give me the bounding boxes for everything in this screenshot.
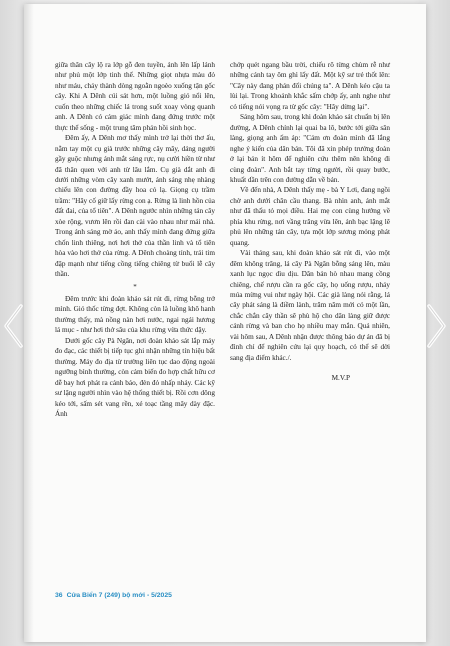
section-separator: * <box>133 282 137 291</box>
paragraph: chớp quét ngang bầu trời, chiếu rõ từng chùm rễ như những cánh tay ôm ghì lấy đất. Một kỹ sư trẻ thốt lên: "Cây này đang phản đối chúng ta". A Dênh kéo cậu ta lùi lại. Trong khoảnh khắc sấm chớp ấy, anh nghe như có tiếng nói vọng ra từ gốc cây: "Hãy dừng lại". <box>230 61 390 111</box>
chevron-left-icon <box>2 303 24 349</box>
next-page-button[interactable] <box>420 296 450 356</box>
paragraph: giữa thân cây lộ ra lớp gỗ đen tuyền, ánh lên lấp lánh như phủ một lớp tinh thể. Những giọt nhựa màu đỏ như máu, chảy thành dòng ngoằn ngoèo xuống tận gốc cây. Khi A Dênh cúi sát hơn, một luồng gió nổi lên, cuốn theo những chiếc lá trong suốt xoay vòng quanh anh. A Dênh có cảm giác mình đang đứng trước một thực thể sống - một trung tâm phản hồi sinh học. <box>55 61 215 132</box>
left-column <box>55 60 215 419</box>
previous-page-button[interactable] <box>0 296 30 356</box>
paragraph: Sáng hôm sau, trong khi đoàn khảo sát chuẩn bị lên đường, A Dênh chính lại quai ba lô, bước tới giữa sân làng, giọng anh ấm áp: "Cảm ơn đoàn mình đã lắng nghe ý kiến của dân bản. Tôi đã xin phép trưởng đoàn ở lại bản ít hôm để nghiên cứu thêm nên không đi cùng đoàn". Anh bắt tay từng người, rồi quay bước, khuất dần trên con đường dẫn về bản. <box>230 113 390 184</box>
page-number: 36 <box>55 592 63 599</box>
page-footer <box>55 592 172 599</box>
paragraph: Đêm ấy, A Dênh mơ thấy mình trở lại thời thơ ấu, nằm tay một cụ già trước những cây mây, dáng người gầy guộc nhưng ánh mắt sáng rực, nụ cười hiền từ như đã thân quen với anh từ lâu lắm. Cụ già dắt anh đi dưới những vòm cây xanh mướt, ánh sáng nhẹ nhàng chiếu lên con đường đầy hoa cỏ lạ. Giọng cụ trầm trầm: "Hãy cố giữ lấy rừng con ạ. Rừng là linh hồn của đất đai, của tổ tiên". A Dênh ngước nhìn những tán cây xòe rộng, vươn lên rồi đan cài vào nhau như mái nhà. Trong ánh sáng mờ ảo, anh thấy mình đang đứng giữa chốn linh thiêng, nơi hơi thở của thần linh và tổ tiên hòa vào hơi thở của rừng. A Dênh choàng tỉnh, trái tim đập mạnh như tiếng cồng tiếng chiêng từ buổi lễ cây thần. <box>55 134 215 279</box>
magazine-page <box>24 4 426 642</box>
paragraph: Dưới gốc cây Pà Ngăn, nơi đoàn khảo sát lắp máy đo đạc, các thiết bị tiếp tục ghi nhận những tín hiệu bất thường. Máy đo địa từ trường liên tục dao động ngoài ngưỡng bình thường, còn cảm biến đo hợp chất hữu cơ dễ bay hơi phát ra cảnh báo, đèn đỏ nhấp nháy. Các kỹ sư lặng người nhìn vào hệ thống thiết bị. Rồi cơn dông kéo tới, sấm sét vang rền, xé toạc tầng mây dày đặc. Ánh <box>55 336 215 418</box>
chevron-right-icon <box>426 303 448 349</box>
paragraph: Vài tháng sau, khi đoàn khảo sát rút đi, vào một đêm không trăng, lá cây Pà Ngăn bỗng sáng lên, màu xanh lục ngọc dìu dịu. Dân bản hò nhau mang cồng chiêng, chế rượu cần ra gốc cây, họ uống rượu, nhảy múa mừng vui như ngày hội. Các già làng nói rằng, lá cây phát sáng là điềm lành, trăm năm mới có một lần, chắc chắn cây thần sẽ phù hộ cho dân làng giữ được cánh rừng và ban cho họ nhiều may mắn. Quả nhiên, vài hôm sau, A Dênh nhận được thông báo dự án đã bị đình chỉ để nghiên cứu lại quy hoạch, có thể sẽ dời sang địa điểm khác./. <box>230 249 390 362</box>
issue-info: Cửa Biển 7 (249) bộ mới - 5/2025 <box>66 592 172 599</box>
paragraph: Về đến nhà, A Dênh thấy mẹ - bà Y Lơi, đang ngồi chờ anh dưới chân cầu thang. Bà nhìn anh, ánh mắt như đã thấu tỏ mọi điều. Hai mẹ con cùng hướng về phía khu rừng, nơi vầng trăng vừa lên, ánh bạc lặng lẽ phủ lên những tán cây, tựa một lớp sương mỏng phát quang. <box>230 186 390 247</box>
paragraph: Đêm trước khi đoàn khảo sát rút đi, rừng bỗng trở mình. Gió thốc từng đợt. Không còn là luồng khô hanh thường thấy, mà nồng nàn hơi nước, ngai ngái hương lá mục - như hơi thở sâu của khu rừng vừa thức dậy. <box>55 294 215 335</box>
right-column <box>230 60 390 384</box>
author-signature: M.V.P <box>331 374 350 383</box>
